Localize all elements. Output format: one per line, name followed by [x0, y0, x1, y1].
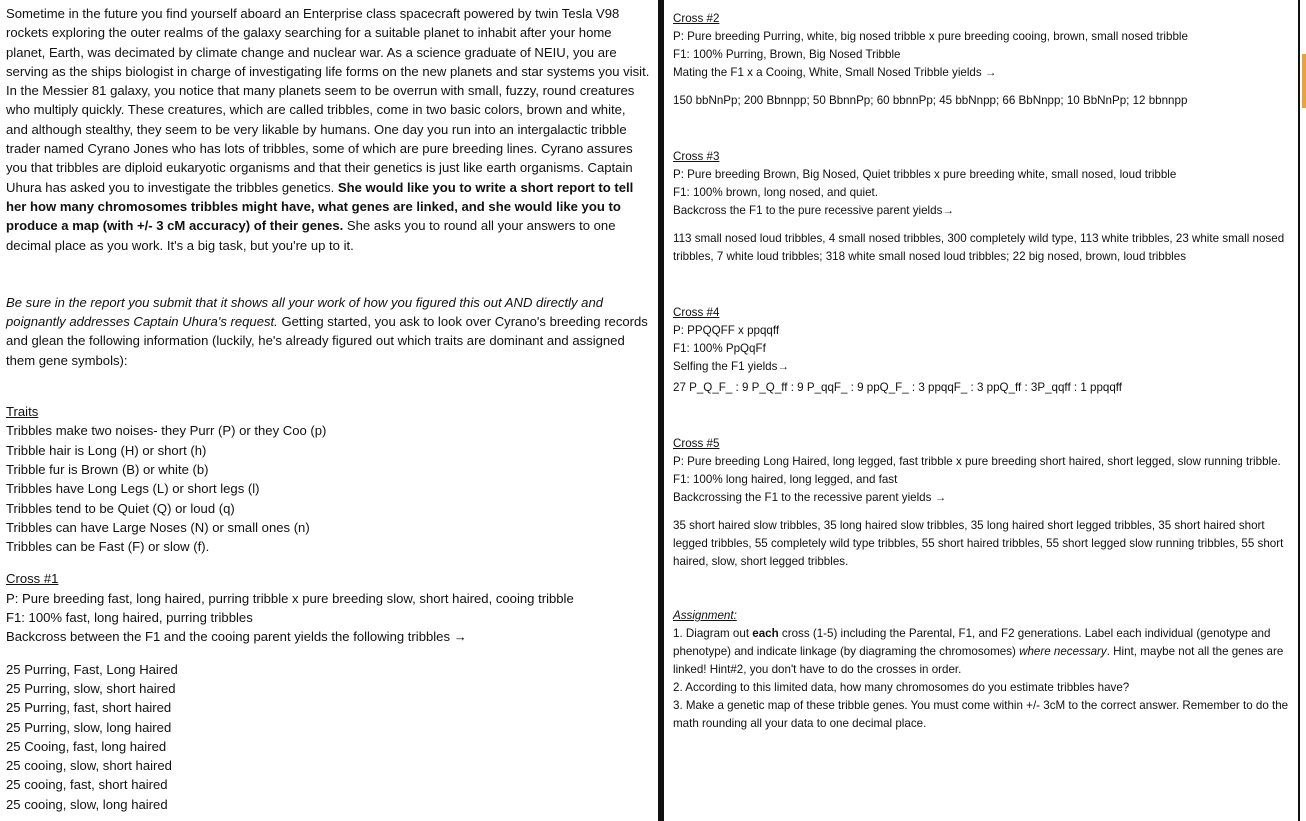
cross5-f1: F1: 100% long haired, long legged, and fast — [673, 473, 898, 486]
cross3-backcross: Backcross the F1 to the pure recessive parent yields→ — [673, 204, 954, 217]
cross4-selfing: Selfing the F1 yields→ — [673, 360, 789, 373]
cross1-parental: P: Pure breeding fast, long haired, purring tribble x pure breeding slow, short haired, cooing tribble — [6, 590, 574, 606]
cross5-results: 35 short haired slow tribbles, 35 long haired slow tribbles, 35 long haired short legged tribbles, 35 short haired short legged tribbles, 55 completely wild type tribbles, 55 short haired tribbles, 55 short legged slow running tribbles, 55 short haired, slow, short legged tribbles. — [673, 519, 1284, 568]
cross1-result: 25 Purring, slow, short haired — [6, 680, 176, 696]
instructions-paragraph — [6, 293, 650, 370]
cross4-parental: P: PPQQFF x ppqqff — [673, 324, 780, 337]
cross3-parental: P: Pure breeding Brown, Big Nosed, Quiet tribbles x pure breeding white, small nosed, loud tribble — [673, 168, 1177, 181]
right-document-page — [664, 0, 1300, 821]
trait-item: Tribbles make two noises- they Purr (P) or they Coo (p) — [6, 423, 327, 439]
cross2-mating: Mating the F1 x a Cooing, White, Small Nosed Tribble yields → — [673, 66, 997, 79]
assignment-1-text-c: . Hint, maybe not all the genes are linked! Hint#2, you don't have to do the crosses in order. — [673, 645, 1284, 676]
cross4-heading: Cross #4 — [673, 306, 720, 319]
trait-item: Tribbles tend to be Quiet (Q) or loud (q) — [6, 500, 235, 516]
trait-item: Tribbles have Long Legs (L) or short legs (l) — [6, 481, 260, 497]
cross4-f1: F1: 100% PpQqFf — [673, 342, 766, 355]
cross1-results-list — [6, 660, 650, 814]
cross2-heading: Cross #2 — [673, 12, 720, 25]
cross5-parental: P: Pure breeding Long Haired, long legged, fast tribble x pure breeding short haired, short legged, slow running tribble. — [673, 455, 1281, 468]
cross1-result: 25 Purring, slow, long haired — [6, 719, 172, 735]
cross1-result: 25 Purring, fast, short haired — [6, 700, 172, 716]
cross1-result: 25 cooing, fast, short haired — [6, 777, 168, 793]
cross1-heading: Cross #1 — [6, 571, 59, 587]
cross3-heading: Cross #3 — [673, 150, 720, 163]
traits-list — [6, 421, 650, 556]
cross1-f1: F1: 100% fast, long haired, purring tribbles — [6, 610, 253, 626]
trait-item: Tribbles can have Large Noses (N) or small ones (n) — [6, 519, 310, 535]
assignment-1-text-b: cross (1-5) including the Parental, F1, and F2 generations. Label each individual (genotype and phenotype) and indicate linkage (by diagraming the chromosomes) — [673, 627, 1271, 658]
assignment-item-3: 3. Make a genetic map of these tribble genes. You must come within +/- 3cM to the correct answer. Remember to do the math rounding all your data to one decimal place. — [673, 699, 1289, 730]
cross2-parental: P: Pure breeding Purring, white, big nosed tribble x pure breeding cooing, brown, small nosed tribble — [673, 30, 1188, 43]
cross2-f1: F1: 100% Purring, Brown, Big Nosed Tribble — [673, 48, 901, 61]
cross3-f1: F1: 100% brown, long nosed, and quiet. — [673, 186, 878, 199]
intro-paragraph — [6, 4, 650, 255]
cross1-result: 25 Cooing, fast, long haired — [6, 738, 167, 754]
cross4-results: 27 P_Q_F_ : 9 P_Q_ff : 9 P_qqF_ : 9 ppQ_F_ : 3 ppqqF_ : 3 ppQ_ff : 3P_qqff : 1 ppqqff — [673, 381, 1123, 394]
trait-item: Tribble hair is Long (H) or short (h) — [6, 442, 207, 458]
traits-heading: Traits — [6, 404, 39, 420]
instructions-italic-text: Be sure in the report you submit that it shows all your work of how you figured this out AND directly and poignantly addresses Captain Uhura's request. — [6, 294, 604, 330]
cross1-result: 25 Purring, Fast, Long Haired — [6, 661, 178, 677]
trait-item: Tribbles can be Fast (F) or slow (f). — [6, 539, 210, 555]
cross3-results: 113 small nosed loud tribbles, 4 small nosed tribbles, 300 completely wild type, 113 white tribbles, 23 white small nosed tribbles, 7 white loud tribbles; 318 white small nosed loud tribbles; 22 big nosed, brown, loud tribbles — [673, 232, 1285, 263]
cross5-backcross: Backcrossing the F1 to the recessive parent yields → — [673, 491, 947, 504]
trait-item: Tribble fur is Brown (B) or white (b) — [6, 461, 209, 477]
cross1-result: 25 cooing, slow, short haired — [6, 758, 172, 774]
assignment-1-italic: where necessary — [1019, 645, 1107, 658]
intro-text: Sometime in the future you find yourself aboard an Enterprise class spacecraft powered by twin Tesla V98 rockets exploring the outer realms of the galaxy searching for a suitable planet to inhabit after your home planet, Earth, was decimated by climate change and nuclear war. As a science graduate of NEIU, you are serving as the ships biologist in charge of investigating life forms on the new planets and star systems you visit. In the Messier 81 galaxy, you notice that many planets seem to be overrun with small, fuzzy, round creatures who multiply quickly. These creatures, which are called tribbles, come in two basic colors, brown and white, and although stealthy, they seem to be very likable by humans. One day you run into an intergalactic tribble trader named Cyrano Jones who has lots of tribbles, some of which are pure breeding lines. Cyrano assures you that tribbles are diploid eukaryotic organisms and that their genetics is just like earth organisms. Captain Uhura has asked you to investigate the tribbles genetics. — [6, 6, 650, 195]
intro-end-text: She asks you to round all your answers to one decimal place as you work. It's a big task, but you're up to it. — [6, 218, 616, 253]
assignment-1-text: 1. Diagram out — [673, 627, 753, 640]
cross1-backcross: Backcross between the F1 and the cooing parent yields the following tribbles → — [6, 629, 467, 645]
assignment-item-1 — [673, 625, 1290, 679]
window-edge-accent — [1302, 54, 1306, 108]
request-bold-text: She would like you to write a short report to tell her how many chromosomes tribbles might have, what genes are linked, and she would like you to produce a map (with +/- 3 cM accuracy) of their genes. — [6, 179, 634, 234]
cross1-result: 25 cooing, slow, long haired — [6, 796, 168, 812]
cross5-heading: Cross #5 — [673, 437, 720, 450]
assignment-heading: Assignment: — [673, 609, 737, 622]
assignment-1-bold: each — [752, 627, 779, 640]
instructions-end-text: Getting started, you ask to look over Cyrano's breeding records and glean the following information (luckily, he's already figured out which traits are dominant and assigned them gene symbols): — [6, 314, 648, 368]
assignment-item-2: 2. According to this limited data, how many chromosomes do you estimate tribbles have? — [673, 681, 1130, 694]
cross2-results: 150 bbNnPp; 200 Bbnnpp; 50 BbnnPp; 60 bbnnPp; 45 bbNnpp; 66 BbNnpp; 10 BbNnPp; 12 bbnnpp — [673, 94, 1188, 107]
